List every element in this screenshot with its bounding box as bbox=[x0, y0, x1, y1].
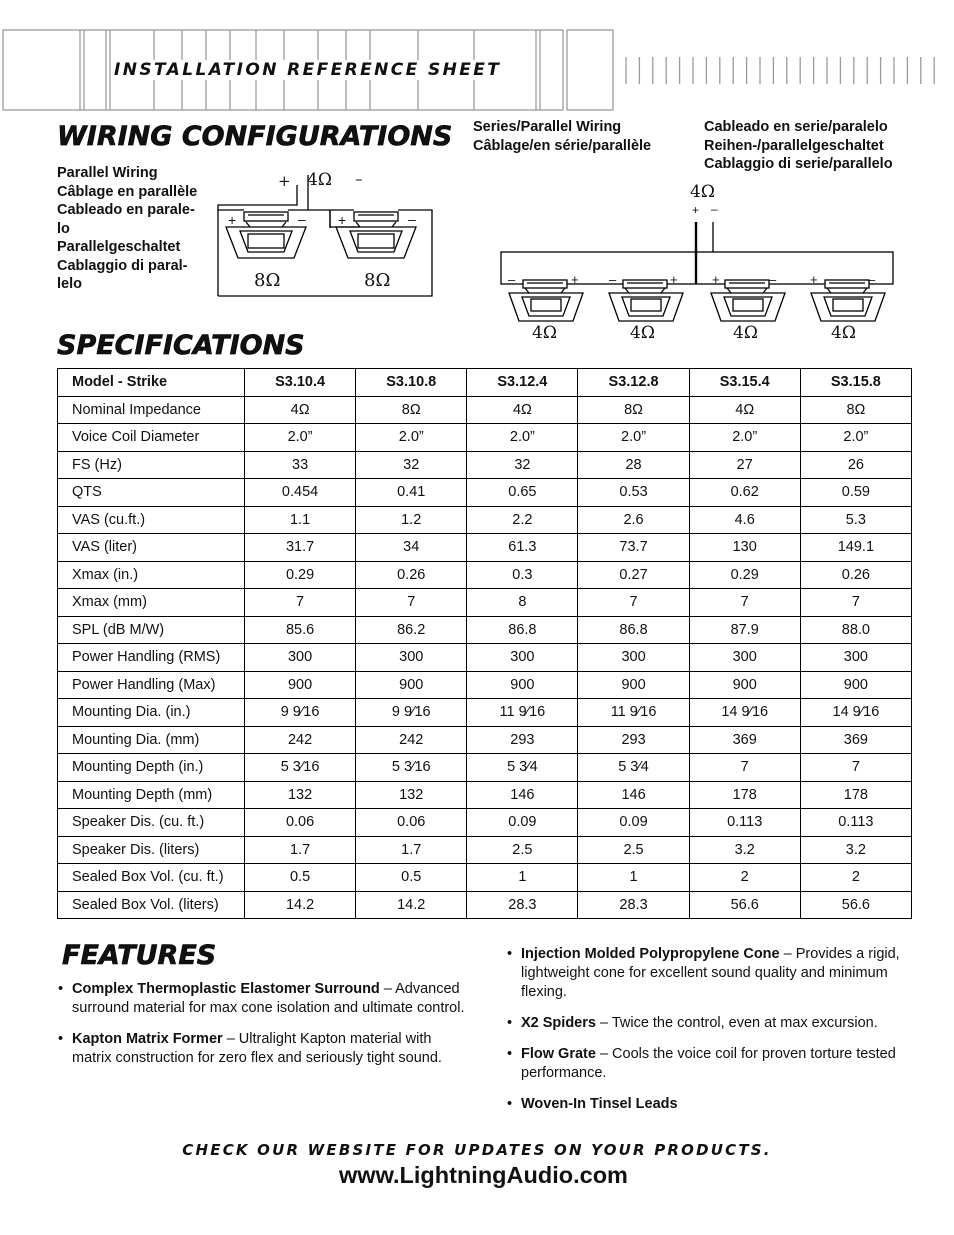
table-cell: 1 bbox=[578, 864, 689, 892]
series-terminal-minus: – bbox=[609, 272, 617, 287]
row-label: FS (Hz) bbox=[58, 451, 245, 479]
table-cell: 8Ω bbox=[578, 396, 689, 424]
speaker-icon bbox=[226, 212, 306, 258]
table-cell: 4Ω bbox=[467, 396, 578, 424]
features-list-left bbox=[57, 980, 467, 1080]
table-cell: 2.5 bbox=[467, 836, 578, 864]
table-row bbox=[58, 589, 912, 617]
series-label-line: Cablaggio di serie/parallelo bbox=[704, 156, 893, 172]
table-cell: 26 bbox=[800, 451, 911, 479]
table-row bbox=[58, 781, 912, 809]
speaker-impedance-label: 8Ω bbox=[254, 270, 281, 291]
table-cell: 2.0” bbox=[689, 424, 800, 452]
table-cell: 2 bbox=[689, 864, 800, 892]
table-cell: 7 bbox=[578, 589, 689, 617]
row-label: Power Handling (Max) bbox=[58, 671, 245, 699]
row-label: Voice Coil Diameter bbox=[58, 424, 245, 452]
table-cell: 300 bbox=[356, 644, 467, 672]
table-cell: 0.27 bbox=[578, 561, 689, 589]
feature-name: Flow Grate bbox=[521, 1046, 596, 1062]
table-cell: 300 bbox=[800, 644, 911, 672]
table-cell: 900 bbox=[356, 671, 467, 699]
table-cell: 293 bbox=[467, 726, 578, 754]
list-item bbox=[506, 1045, 916, 1083]
feature-desc: – Twice the control, even at max excursion. bbox=[595, 1015, 878, 1031]
table-cell: 87.9 bbox=[689, 616, 800, 644]
feature-name: Injection Molded Polypropylene Cone bbox=[521, 946, 780, 962]
table-cell: 2.0” bbox=[467, 424, 578, 452]
table-cell: 28.3 bbox=[467, 891, 578, 919]
features-title: FEATURES bbox=[62, 940, 217, 971]
table-row bbox=[58, 424, 912, 452]
list-item bbox=[506, 1014, 916, 1033]
table-cell: 28 bbox=[578, 451, 689, 479]
table-cell: 2.6 bbox=[578, 506, 689, 534]
table-cell: 0.5 bbox=[245, 864, 356, 892]
header-title: INSTALLATION REFERENCE SHEET bbox=[114, 60, 502, 80]
table-cell: 9 9⁄16 bbox=[356, 699, 467, 727]
table-cell: 132 bbox=[356, 781, 467, 809]
table-cell: 1.7 bbox=[245, 836, 356, 864]
list-item bbox=[57, 1030, 467, 1068]
table-cell: 2.0” bbox=[356, 424, 467, 452]
parallel-speaker-minus: – bbox=[408, 211, 416, 227]
table-cell: 4Ω bbox=[689, 396, 800, 424]
table-cell: 7 bbox=[800, 589, 911, 617]
series-terminal-minus: – bbox=[769, 272, 777, 287]
table-row bbox=[58, 644, 912, 672]
table-cell: 0.09 bbox=[578, 809, 689, 837]
series-label-line: Câblage/en série/parallèle bbox=[473, 137, 652, 154]
series-terminal-plus: + bbox=[810, 272, 818, 287]
table-cell: 7 bbox=[689, 589, 800, 617]
parallel-speaker-minus: – bbox=[298, 211, 306, 227]
table-cell: 369 bbox=[689, 726, 800, 754]
table-cell: 146 bbox=[467, 781, 578, 809]
footer-tagline: CHECK OUR WEBSITE FOR UPDATES ON YOUR PRODUCTS. bbox=[182, 1141, 772, 1159]
row-label: SPL (dB M/W) bbox=[58, 616, 245, 644]
column-header: S3.15.8 bbox=[800, 369, 911, 397]
table-cell: 130 bbox=[689, 534, 800, 562]
feature-name: X2 Spiders bbox=[521, 1015, 596, 1031]
parallel-speaker-plus: + bbox=[338, 212, 347, 228]
speaker-impedance-label: 4Ω bbox=[831, 323, 856, 343]
series-label-line: Reihen-/parallelgeschaltet bbox=[704, 137, 884, 154]
series-wiring-labels-right bbox=[704, 118, 893, 174]
row-label: VAS (cu.ft.) bbox=[58, 506, 245, 534]
row-label: Xmax (mm) bbox=[58, 589, 245, 617]
table-cell: 149.1 bbox=[800, 534, 911, 562]
table-cell: 73.7 bbox=[578, 534, 689, 562]
row-label: QTS bbox=[58, 479, 245, 507]
table-cell: 0.53 bbox=[578, 479, 689, 507]
table-cell: 300 bbox=[467, 644, 578, 672]
column-header: S3.12.4 bbox=[467, 369, 578, 397]
table-cell: 56.6 bbox=[689, 891, 800, 919]
speaker-impedance-label: 4Ω bbox=[532, 323, 557, 343]
parallel-wiring-labels bbox=[57, 164, 197, 294]
table-row bbox=[58, 809, 912, 837]
table-cell: 0.06 bbox=[245, 809, 356, 837]
table-cell: 146 bbox=[578, 781, 689, 809]
table-cell: 86.8 bbox=[578, 616, 689, 644]
table-cell: 8 bbox=[467, 589, 578, 617]
feature-desc: – Advanced surround material for max cone isolation and ultimate control. bbox=[72, 981, 465, 1016]
feature-desc: – Cools the voice coil for proven torture tested performance. bbox=[521, 1046, 896, 1081]
table-row bbox=[58, 671, 912, 699]
table-cell: 300 bbox=[245, 644, 356, 672]
row-label: VAS (liter) bbox=[58, 534, 245, 562]
parallel-label-line: Cablaggio di paral- bbox=[57, 257, 188, 274]
table-cell: 2.0” bbox=[245, 424, 356, 452]
table-cell: 0.41 bbox=[356, 479, 467, 507]
parallel-total-impedance: 4Ω bbox=[307, 170, 332, 190]
table-cell: 85.6 bbox=[245, 616, 356, 644]
table-row bbox=[58, 699, 912, 727]
table-row bbox=[58, 864, 912, 892]
table-cell: 8Ω bbox=[356, 396, 467, 424]
table-cell: 2.0” bbox=[578, 424, 689, 452]
table-cell: 300 bbox=[578, 644, 689, 672]
table-cell: 7 bbox=[689, 754, 800, 782]
row-label: Speaker Dis. (cu. ft.) bbox=[58, 809, 245, 837]
row-label: Mounting Dia. (mm) bbox=[58, 726, 245, 754]
column-header: S3.12.8 bbox=[578, 369, 689, 397]
parallel-label-line: lo bbox=[57, 220, 70, 237]
table-cell: 242 bbox=[245, 726, 356, 754]
table-cell: 178 bbox=[689, 781, 800, 809]
table-cell: 7 bbox=[800, 754, 911, 782]
table-cell: 0.59 bbox=[800, 479, 911, 507]
table-row bbox=[58, 726, 912, 754]
table-cell: 5 3⁄4 bbox=[467, 754, 578, 782]
table-cell: 14 9⁄16 bbox=[800, 699, 911, 727]
row-label: Speaker Dis. (liters) bbox=[58, 836, 245, 864]
table-cell: 28.3 bbox=[578, 891, 689, 919]
table-cell: 1 bbox=[467, 864, 578, 892]
table-cell: 8Ω bbox=[800, 396, 911, 424]
series-minus-sign: – bbox=[711, 202, 718, 216]
series-wiring-labels-left bbox=[473, 118, 651, 155]
column-header: Model - Strike bbox=[58, 369, 245, 397]
row-label: Sealed Box Vol. (cu. ft.) bbox=[58, 864, 245, 892]
table-cell: 4Ω bbox=[245, 396, 356, 424]
table-cell: 88.0 bbox=[800, 616, 911, 644]
series-terminal-plus: + bbox=[670, 272, 678, 287]
specifications-title: SPECIFICATIONS bbox=[57, 330, 305, 361]
table-row bbox=[58, 451, 912, 479]
table-cell: 0.09 bbox=[467, 809, 578, 837]
parallel-label-line: lelo bbox=[57, 276, 82, 292]
speaker-icon bbox=[336, 212, 416, 258]
table-cell: 14.2 bbox=[245, 891, 356, 919]
series-terminal-plus: + bbox=[571, 272, 579, 287]
table-cell: 369 bbox=[800, 726, 911, 754]
table-cell: 0.113 bbox=[689, 809, 800, 837]
table-cell: 0.3 bbox=[467, 561, 578, 589]
table-cell: 0.26 bbox=[800, 561, 911, 589]
table-cell: 242 bbox=[356, 726, 467, 754]
table-cell: 2.2 bbox=[467, 506, 578, 534]
table-cell: 5 3⁄16 bbox=[356, 754, 467, 782]
table-cell: 86.2 bbox=[356, 616, 467, 644]
table-cell: 5 3⁄4 bbox=[578, 754, 689, 782]
table-cell: 0.29 bbox=[245, 561, 356, 589]
table-cell: 31.7 bbox=[245, 534, 356, 562]
series-plus-sign: + bbox=[692, 203, 700, 217]
column-header: S3.10.8 bbox=[356, 369, 467, 397]
table-row bbox=[58, 506, 912, 534]
series-parallel-wiring-diagram bbox=[495, 200, 900, 325]
feature-name: Kapton Matrix Former bbox=[72, 1031, 223, 1047]
table-cell: 300 bbox=[689, 644, 800, 672]
parallel-speaker-plus: + bbox=[228, 212, 237, 228]
table-cell: 2 bbox=[800, 864, 911, 892]
table-cell: 293 bbox=[578, 726, 689, 754]
table-cell: 900 bbox=[245, 671, 356, 699]
table-cell: 0.113 bbox=[800, 809, 911, 837]
feature-name: Complex Thermoplastic Elastomer Surround bbox=[72, 981, 380, 997]
series-terminal-minus: – bbox=[508, 272, 516, 287]
speaker-impedance-label: 8Ω bbox=[364, 270, 391, 291]
table-row bbox=[58, 754, 912, 782]
table-cell: 7 bbox=[356, 589, 467, 617]
table-cell: 9 9⁄16 bbox=[245, 699, 356, 727]
table-cell: 5 3⁄16 bbox=[245, 754, 356, 782]
specifications-table bbox=[57, 368, 912, 919]
row-label: Xmax (in.) bbox=[58, 561, 245, 589]
table-cell: 1.2 bbox=[356, 506, 467, 534]
table-cell: 32 bbox=[356, 451, 467, 479]
table-row bbox=[58, 561, 912, 589]
table-cell: 5.3 bbox=[800, 506, 911, 534]
table-row bbox=[58, 479, 912, 507]
parallel-minus-sign: – bbox=[355, 170, 363, 188]
table-cell: 0.29 bbox=[689, 561, 800, 589]
table-cell: 11 9⁄16 bbox=[467, 699, 578, 727]
speaker-impedance-label: 4Ω bbox=[630, 323, 655, 343]
table-cell: 27 bbox=[689, 451, 800, 479]
website-link[interactable]: www.LightningAudio.com bbox=[339, 1162, 628, 1188]
row-label: Power Handling (RMS) bbox=[58, 644, 245, 672]
series-label-line: Series/Parallel Wiring bbox=[473, 119, 622, 135]
parallel-label-line: Parallelgeschaltet bbox=[57, 239, 181, 255]
table-cell: 1.1 bbox=[245, 506, 356, 534]
table-cell: 86.8 bbox=[467, 616, 578, 644]
table-cell: 4.6 bbox=[689, 506, 800, 534]
row-label: Mounting Dia. (in.) bbox=[58, 699, 245, 727]
table-row bbox=[58, 891, 912, 919]
table-cell: 3.2 bbox=[800, 836, 911, 864]
feature-desc: – Provides a rigid, lightweight cone for excellent sound quality and minimum flexing. bbox=[521, 946, 900, 1000]
table-cell: 2.0” bbox=[800, 424, 911, 452]
row-label: Mounting Depth (mm) bbox=[58, 781, 245, 809]
table-cell: 2.5 bbox=[578, 836, 689, 864]
table-cell: 32 bbox=[467, 451, 578, 479]
table-cell: 178 bbox=[800, 781, 911, 809]
row-label: Sealed Box Vol. (liters) bbox=[58, 891, 245, 919]
table-cell: 61.3 bbox=[467, 534, 578, 562]
table-row bbox=[58, 396, 912, 424]
parallel-label-line: Câblage en parallèle bbox=[57, 183, 198, 200]
table-cell: 0.26 bbox=[356, 561, 467, 589]
table-header-row bbox=[58, 369, 912, 397]
table-cell: 0.5 bbox=[356, 864, 467, 892]
series-terminal-plus: + bbox=[712, 272, 720, 287]
series-total-impedance: 4Ω bbox=[690, 182, 715, 202]
row-label: Nominal Impedance bbox=[58, 396, 245, 424]
table-cell: 33 bbox=[245, 451, 356, 479]
parallel-plus-sign: + bbox=[278, 172, 291, 190]
column-header: S3.10.4 bbox=[245, 369, 356, 397]
features-list-right bbox=[506, 945, 916, 1126]
table-cell: 34 bbox=[356, 534, 467, 562]
list-item bbox=[57, 980, 467, 1018]
table-cell: 0.65 bbox=[467, 479, 578, 507]
table-row bbox=[58, 534, 912, 562]
list-item bbox=[506, 945, 916, 1002]
wiring-title: WIRING CONFIGURATIONS bbox=[57, 121, 453, 152]
table-row bbox=[58, 616, 912, 644]
table-row bbox=[58, 836, 912, 864]
series-terminal-minus: – bbox=[868, 272, 876, 287]
speaker-impedance-label: 4Ω bbox=[733, 323, 758, 343]
table-cell: 900 bbox=[800, 671, 911, 699]
table-cell: 14.2 bbox=[356, 891, 467, 919]
series-label-line: Cableado en serie/paralelo bbox=[704, 119, 888, 135]
list-item bbox=[506, 1095, 916, 1114]
table-cell: 14 9⁄16 bbox=[689, 699, 800, 727]
table-cell: 900 bbox=[689, 671, 800, 699]
table-cell: 0.06 bbox=[356, 809, 467, 837]
table-cell: 3.2 bbox=[689, 836, 800, 864]
table-cell: 900 bbox=[467, 671, 578, 699]
parallel-label-line: Parallel Wiring bbox=[57, 165, 158, 181]
parallel-label-line: Cableado en parale- bbox=[57, 202, 195, 218]
table-cell: 0.454 bbox=[245, 479, 356, 507]
table-cell: 0.62 bbox=[689, 479, 800, 507]
feature-name: Woven-In Tinsel Leads bbox=[521, 1096, 678, 1112]
table-cell: 900 bbox=[578, 671, 689, 699]
table-cell: 11 9⁄16 bbox=[578, 699, 689, 727]
table-cell: 1.7 bbox=[356, 836, 467, 864]
table-cell: 132 bbox=[245, 781, 356, 809]
column-header: S3.15.4 bbox=[689, 369, 800, 397]
table-cell: 7 bbox=[245, 589, 356, 617]
table-cell: 56.6 bbox=[800, 891, 911, 919]
row-label: Mounting Depth (in.) bbox=[58, 754, 245, 782]
feature-desc: – Ultralight Kapton material with matrix construction for zero flex and seriously tight sound. bbox=[72, 1031, 442, 1066]
